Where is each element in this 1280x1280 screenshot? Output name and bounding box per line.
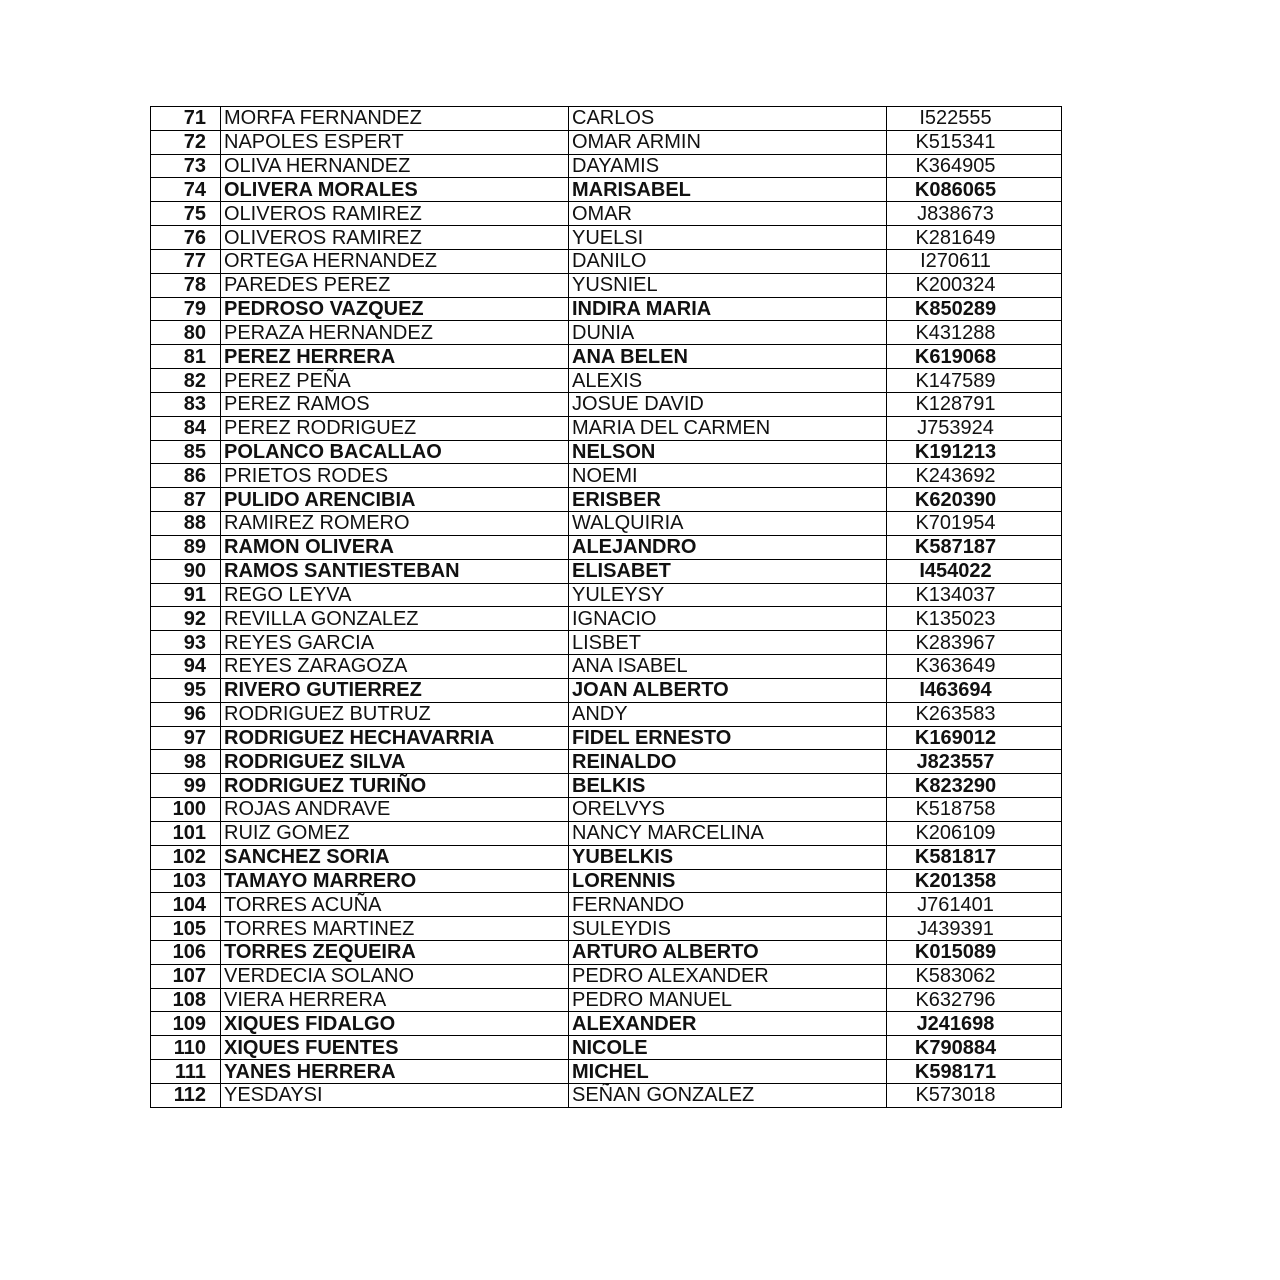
surname-cell: VIERA HERRERA	[221, 988, 569, 1012]
row-number: 98	[151, 750, 221, 774]
table-row	[151, 488, 1062, 512]
given-name-cell: MICHEL	[569, 1060, 887, 1084]
surname-cell: REGO LEYVA	[221, 583, 569, 607]
row-number: 71	[151, 107, 221, 131]
table-row	[151, 750, 1062, 774]
given-name-cell: JOAN ALBERTO	[569, 678, 887, 702]
given-name-cell: ORELVYS	[569, 798, 887, 822]
table-row	[151, 273, 1062, 297]
id-number-cell: J761401	[887, 893, 1062, 917]
id-number-cell: J838673	[887, 202, 1062, 226]
surname-cell: TORRES ZEQUEIRA	[221, 940, 569, 964]
id-number-cell: K850289	[887, 297, 1062, 321]
table-row	[151, 655, 1062, 679]
id-number-cell: K701954	[887, 512, 1062, 536]
surname-cell: XIQUES FUENTES	[221, 1036, 569, 1060]
table-body	[151, 107, 1062, 1108]
table-row	[151, 1060, 1062, 1084]
row-number: 93	[151, 631, 221, 655]
table-row	[151, 964, 1062, 988]
given-name-cell: JOSUE DAVID	[569, 392, 887, 416]
given-name-cell: OMAR ARMIN	[569, 130, 887, 154]
surname-cell: PEREZ PEÑA	[221, 369, 569, 393]
id-number-cell: K201358	[887, 869, 1062, 893]
row-number: 108	[151, 988, 221, 1012]
row-number: 111	[151, 1060, 221, 1084]
id-number-cell: K169012	[887, 726, 1062, 750]
id-number-cell: J241698	[887, 1012, 1062, 1036]
table-row	[151, 154, 1062, 178]
table-row	[151, 1012, 1062, 1036]
surname-cell: OLIVA HERNANDEZ	[221, 154, 569, 178]
row-number: 75	[151, 202, 221, 226]
table-row	[151, 1036, 1062, 1060]
surname-cell: REVILLA GONZALEZ	[221, 607, 569, 631]
row-number: 72	[151, 130, 221, 154]
given-name-cell: DUNIA	[569, 321, 887, 345]
table-row	[151, 774, 1062, 798]
id-number-cell: K587187	[887, 535, 1062, 559]
row-number: 78	[151, 273, 221, 297]
surname-cell: NAPOLES ESPERT	[221, 130, 569, 154]
row-number: 105	[151, 917, 221, 941]
id-number-cell: K598171	[887, 1060, 1062, 1084]
table-row	[151, 1083, 1062, 1107]
id-number-cell: K015089	[887, 940, 1062, 964]
surname-cell: SANCHEZ SORIA	[221, 845, 569, 869]
given-name-cell: YUELSI	[569, 226, 887, 250]
id-number-cell: I270611	[887, 249, 1062, 273]
surname-cell: REYES ZARAGOZA	[221, 655, 569, 679]
table-row	[151, 702, 1062, 726]
given-name-cell: MARISABEL	[569, 178, 887, 202]
surname-cell: RUIZ GOMEZ	[221, 821, 569, 845]
row-number: 89	[151, 535, 221, 559]
surname-cell: RODRIGUEZ HECHAVARRIA	[221, 726, 569, 750]
table-row	[151, 297, 1062, 321]
table-row	[151, 631, 1062, 655]
surname-cell: RAMIREZ ROMERO	[221, 512, 569, 536]
row-number: 102	[151, 845, 221, 869]
surname-cell: PULIDO ARENCIBIA	[221, 488, 569, 512]
id-number-cell: I463694	[887, 678, 1062, 702]
given-name-cell: DAYAMIS	[569, 154, 887, 178]
name-list-table	[150, 106, 1062, 1108]
id-number-cell: J823557	[887, 750, 1062, 774]
surname-cell: ORTEGA HERNANDEZ	[221, 249, 569, 273]
given-name-cell: SEÑAN GONZALEZ	[569, 1083, 887, 1107]
surname-cell: VERDECIA SOLANO	[221, 964, 569, 988]
surname-cell: RIVERO GUTIERREZ	[221, 678, 569, 702]
table-row	[151, 440, 1062, 464]
row-number: 92	[151, 607, 221, 631]
table-row	[151, 726, 1062, 750]
row-number: 82	[151, 369, 221, 393]
id-number-cell: K632796	[887, 988, 1062, 1012]
given-name-cell: LORENNIS	[569, 869, 887, 893]
row-number: 107	[151, 964, 221, 988]
given-name-cell: FERNANDO	[569, 893, 887, 917]
row-number: 88	[151, 512, 221, 536]
row-number: 103	[151, 869, 221, 893]
row-number: 77	[151, 249, 221, 273]
id-number-cell: K281649	[887, 226, 1062, 250]
table-row	[151, 535, 1062, 559]
row-number: 81	[151, 345, 221, 369]
given-name-cell: ALEJANDRO	[569, 535, 887, 559]
row-number: 80	[151, 321, 221, 345]
id-number-cell: K364905	[887, 154, 1062, 178]
id-number-cell: K515341	[887, 130, 1062, 154]
given-name-cell: IGNACIO	[569, 607, 887, 631]
table-row	[151, 178, 1062, 202]
given-name-cell: WALQUIRIA	[569, 512, 887, 536]
table-row	[151, 392, 1062, 416]
id-number-cell: K283967	[887, 631, 1062, 655]
surname-cell: XIQUES FIDALGO	[221, 1012, 569, 1036]
id-number-cell: K790884	[887, 1036, 1062, 1060]
given-name-cell: NOEMI	[569, 464, 887, 488]
surname-cell: PEREZ RAMOS	[221, 392, 569, 416]
table-row	[151, 249, 1062, 273]
id-number-cell: K573018	[887, 1083, 1062, 1107]
surname-cell: PEDROSO VAZQUEZ	[221, 297, 569, 321]
id-number-cell: K823290	[887, 774, 1062, 798]
id-number-cell: K263583	[887, 702, 1062, 726]
row-number: 97	[151, 726, 221, 750]
row-number: 84	[151, 416, 221, 440]
surname-cell: PRIETOS RODES	[221, 464, 569, 488]
given-name-cell: SULEYDIS	[569, 917, 887, 941]
given-name-cell: CARLOS	[569, 107, 887, 131]
id-number-cell: K243692	[887, 464, 1062, 488]
surname-cell: PAREDES PEREZ	[221, 273, 569, 297]
row-number: 104	[151, 893, 221, 917]
surname-cell: PERAZA HERNANDEZ	[221, 321, 569, 345]
table-row	[151, 226, 1062, 250]
surname-cell: YANES HERRERA	[221, 1060, 569, 1084]
row-number: 74	[151, 178, 221, 202]
surname-cell: TORRES MARTINEZ	[221, 917, 569, 941]
id-number-cell: K147589	[887, 369, 1062, 393]
table-row	[151, 416, 1062, 440]
table-row	[151, 988, 1062, 1012]
id-number-cell: K128791	[887, 392, 1062, 416]
row-number: 101	[151, 821, 221, 845]
given-name-cell: LISBET	[569, 631, 887, 655]
surname-cell: RAMOS SANTIESTEBAN	[221, 559, 569, 583]
table-row	[151, 869, 1062, 893]
surname-cell: POLANCO BACALLAO	[221, 440, 569, 464]
id-number-cell: K206109	[887, 821, 1062, 845]
table-row	[151, 607, 1062, 631]
id-number-cell: K200324	[887, 273, 1062, 297]
table-row	[151, 130, 1062, 154]
id-number-cell: K583062	[887, 964, 1062, 988]
row-number: 96	[151, 702, 221, 726]
surname-cell: RODRIGUEZ SILVA	[221, 750, 569, 774]
row-number: 90	[151, 559, 221, 583]
given-name-cell: NANCY MARCELINA	[569, 821, 887, 845]
surname-cell: ROJAS ANDRAVE	[221, 798, 569, 822]
row-number: 87	[151, 488, 221, 512]
name-list-sheet	[150, 106, 1061, 1108]
table-row	[151, 583, 1062, 607]
given-name-cell: ALEXANDER	[569, 1012, 887, 1036]
surname-cell: TAMAYO MARRERO	[221, 869, 569, 893]
row-number: 91	[151, 583, 221, 607]
given-name-cell: NICOLE	[569, 1036, 887, 1060]
given-name-cell: ARTURO ALBERTO	[569, 940, 887, 964]
row-number: 95	[151, 678, 221, 702]
id-number-cell: I522555	[887, 107, 1062, 131]
id-number-cell: I454022	[887, 559, 1062, 583]
table-row	[151, 845, 1062, 869]
surname-cell: PEREZ HERRERA	[221, 345, 569, 369]
id-number-cell: K619068	[887, 345, 1062, 369]
surname-cell: REYES GARCIA	[221, 631, 569, 655]
table-row	[151, 464, 1062, 488]
row-number: 79	[151, 297, 221, 321]
table-row	[151, 107, 1062, 131]
surname-cell: RODRIGUEZ TURIÑO	[221, 774, 569, 798]
row-number: 86	[151, 464, 221, 488]
given-name-cell: DANILO	[569, 249, 887, 273]
given-name-cell: ERISBER	[569, 488, 887, 512]
surname-cell: YESDAYSI	[221, 1083, 569, 1107]
given-name-cell: REINALDO	[569, 750, 887, 774]
id-number-cell: K581817	[887, 845, 1062, 869]
row-number: 85	[151, 440, 221, 464]
table-row	[151, 559, 1062, 583]
id-number-cell: K431288	[887, 321, 1062, 345]
id-number-cell: K134037	[887, 583, 1062, 607]
given-name-cell: PEDRO ALEXANDER	[569, 964, 887, 988]
id-number-cell: K086065	[887, 178, 1062, 202]
row-number: 73	[151, 154, 221, 178]
row-number: 83	[151, 392, 221, 416]
given-name-cell: MARIA DEL CARMEN	[569, 416, 887, 440]
id-number-cell: J439391	[887, 917, 1062, 941]
table-row	[151, 678, 1062, 702]
row-number: 106	[151, 940, 221, 964]
table-row	[151, 345, 1062, 369]
id-number-cell: K620390	[887, 488, 1062, 512]
surname-cell: OLIVERA MORALES	[221, 178, 569, 202]
row-number: 100	[151, 798, 221, 822]
given-name-cell: ANA ISABEL	[569, 655, 887, 679]
given-name-cell: NELSON	[569, 440, 887, 464]
surname-cell: OLIVEROS RAMIREZ	[221, 226, 569, 250]
surname-cell: MORFA FERNANDEZ	[221, 107, 569, 131]
given-name-cell: BELKIS	[569, 774, 887, 798]
table-row	[151, 940, 1062, 964]
given-name-cell: ANDY	[569, 702, 887, 726]
given-name-cell: ANA BELEN	[569, 345, 887, 369]
given-name-cell: INDIRA MARIA	[569, 297, 887, 321]
row-number: 99	[151, 774, 221, 798]
surname-cell: RODRIGUEZ BUTRUZ	[221, 702, 569, 726]
table-row	[151, 321, 1062, 345]
given-name-cell: ELISABET	[569, 559, 887, 583]
table-row	[151, 202, 1062, 226]
table-row	[151, 917, 1062, 941]
table-row	[151, 512, 1062, 536]
id-number-cell: K191213	[887, 440, 1062, 464]
row-number: 94	[151, 655, 221, 679]
table-row	[151, 369, 1062, 393]
table-row	[151, 821, 1062, 845]
surname-cell: TORRES ACUÑA	[221, 893, 569, 917]
id-number-cell: K135023	[887, 607, 1062, 631]
id-number-cell: J753924	[887, 416, 1062, 440]
surname-cell: RAMON OLIVERA	[221, 535, 569, 559]
given-name-cell: YULEYSY	[569, 583, 887, 607]
surname-cell: PEREZ RODRIGUEZ	[221, 416, 569, 440]
given-name-cell: YUSNIEL	[569, 273, 887, 297]
surname-cell: OLIVEROS RAMIREZ	[221, 202, 569, 226]
table-row	[151, 893, 1062, 917]
given-name-cell: FIDEL ERNESTO	[569, 726, 887, 750]
row-number: 110	[151, 1036, 221, 1060]
id-number-cell: K518758	[887, 798, 1062, 822]
row-number: 109	[151, 1012, 221, 1036]
given-name-cell: PEDRO MANUEL	[569, 988, 887, 1012]
row-number: 112	[151, 1083, 221, 1107]
given-name-cell: ALEXIS	[569, 369, 887, 393]
row-number: 76	[151, 226, 221, 250]
table-row	[151, 798, 1062, 822]
given-name-cell: YUBELKIS	[569, 845, 887, 869]
given-name-cell: OMAR	[569, 202, 887, 226]
id-number-cell: K363649	[887, 655, 1062, 679]
